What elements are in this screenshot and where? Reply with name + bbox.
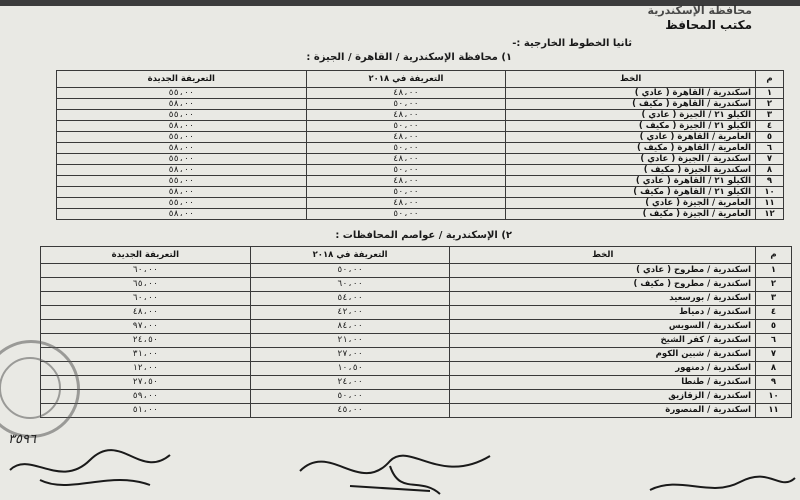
row-number: ٨: [756, 362, 792, 376]
row-number: ٣: [756, 110, 784, 121]
fare-new: ٥٨،٠٠: [57, 165, 307, 176]
fare-new: ٥٨،٠٠: [57, 143, 307, 154]
table-body: [41, 264, 792, 418]
section1-heading: ثانيا الخطوط الخارجية :-: [512, 38, 632, 49]
table-row: [57, 110, 784, 121]
fare-new: ٢٤،٥٠: [41, 334, 251, 348]
fare-2018: ٤٨،٠٠: [306, 132, 506, 143]
fare-new: ٥٨،٠٠: [57, 99, 307, 110]
route-name: اسكندرية / طنطا: [450, 376, 756, 390]
section2-subheading: ٢) الإسكندرية / عواصم المحافظات :: [335, 230, 512, 241]
route-name: اسكندرية / الجيزة ( عادي ): [506, 154, 756, 165]
route-name: الكيلو ٢١ / القاهرة ( مكيف ): [506, 187, 756, 198]
row-number: ٨: [756, 165, 784, 176]
table-row: [57, 88, 784, 99]
route-name: اسكندرية / مطروح ( مكيف ): [450, 278, 756, 292]
row-number: ٦: [756, 143, 784, 154]
row-number: ٥: [756, 132, 784, 143]
fare-2018: ٥٠،٠٠: [250, 264, 450, 278]
table-row: [41, 348, 792, 362]
row-number: ٣: [756, 292, 792, 306]
route-name: اسكندرية / بورسعيد: [450, 292, 756, 306]
table-row: [41, 390, 792, 404]
fare-new: ٥٥،٠٠: [57, 132, 307, 143]
table-row: [41, 334, 792, 348]
route-name: اسكندرية / المنصورة: [450, 404, 756, 418]
table-row: [41, 362, 792, 376]
table-row: [57, 143, 784, 154]
fare-new: ٤٨،٠٠: [41, 306, 251, 320]
fare-2018: ٤٨،٠٠: [306, 154, 506, 165]
col-header-fare-new: التعريفة الجديدة: [57, 71, 307, 88]
row-number: ٥: [756, 320, 792, 334]
row-number: ١: [756, 88, 784, 99]
fare-2018: ٨٤،٠٠: [250, 320, 450, 334]
row-number: ٤: [756, 306, 792, 320]
table-row: [57, 198, 784, 209]
section1-subheading: ١) محافظة الإسكندرية / القاهرة / الجيزة :: [306, 52, 512, 63]
fare-2018: ٤٨،٠٠: [306, 110, 506, 121]
fare-2018: ٥٠،٠٠: [306, 99, 506, 110]
fare-2018: ٦٠،٠٠: [250, 278, 450, 292]
fare-new: ٥٩،٠٠: [41, 390, 251, 404]
route-name: اسكندرية / دمنهور: [450, 362, 756, 376]
row-number: ٦: [756, 334, 792, 348]
route-name: اسكندرية / شبين الكوم: [450, 348, 756, 362]
route-name: اسكندرية / القاهرة ( عادي ): [506, 88, 756, 99]
table-row: [57, 165, 784, 176]
fare-table-cairo-giza: [56, 70, 784, 220]
fare-2018: ٥٠،٠٠: [250, 390, 450, 404]
fare-new: ٥٥،٠٠: [57, 88, 307, 99]
route-name: العامرية / القاهرة ( عادي ): [506, 132, 756, 143]
seal-inner-ring: [0, 357, 61, 419]
fare-2018: ٢١،٠٠: [250, 334, 450, 348]
table-row: [57, 154, 784, 165]
route-name: الكيلو ٢١ / الجيزة ( مكيف ): [506, 121, 756, 132]
table-row: [57, 187, 784, 198]
fare-2018: ٥٠،٠٠: [306, 187, 506, 198]
signature-middle: [290, 436, 510, 500]
fare-2018: ٢٧،٠٠: [250, 348, 450, 362]
row-number: ٢: [756, 99, 784, 110]
row-number: ١: [756, 264, 792, 278]
route-name: العامرية / القاهرة ( مكيف ): [506, 143, 756, 154]
fare-2018: ٥٠،٠٠: [306, 209, 506, 220]
route-name: اسكندرية / السويس: [450, 320, 756, 334]
row-number: ٩: [756, 376, 792, 390]
fare-new: ١٢،٠٠: [41, 362, 251, 376]
fare-new: ٦٥،٠٠: [41, 278, 251, 292]
row-number: ١١: [756, 198, 784, 209]
fare-2018: ٥٤،٠٠: [250, 292, 450, 306]
route-name: اسكندرية الجيزة ( مكيف ): [506, 165, 756, 176]
fare-new: ٥٥،٠٠: [57, 154, 307, 165]
route-name: العامرية / الجيزة ( مكيف ): [506, 209, 756, 220]
fare-2018: ٥٠،٠٠: [306, 143, 506, 154]
table-row: [41, 292, 792, 306]
office-title: مكتب المحافظ: [665, 18, 752, 32]
row-number: ٤: [756, 121, 784, 132]
fare-new: ٥٥،٠٠: [57, 176, 307, 187]
route-name: اسكندرية / مطروح ( عادي ): [450, 264, 756, 278]
table-header-row: [41, 247, 792, 264]
fare-2018: ٤٢،٠٠: [250, 306, 450, 320]
fare-2018: ٥٠،٠٠: [306, 121, 506, 132]
table-body: [57, 88, 784, 220]
table-row: [41, 264, 792, 278]
table-row: [41, 278, 792, 292]
col-header-fare-2018: التعريفة في ٢٠١٨: [306, 71, 506, 88]
row-number: ١٠: [756, 390, 792, 404]
fare-new: ٥٨،٠٠: [57, 209, 307, 220]
fare-new: ٥٥،٠٠: [57, 110, 307, 121]
fare-2018: ٤٨،٠٠: [306, 88, 506, 99]
table-row: [57, 209, 784, 220]
document-header: [648, 4, 752, 33]
row-number: ٧: [756, 154, 784, 165]
row-number: ١٠: [756, 187, 784, 198]
route-name: الكيلو ٢١ / القاهرة ( عادي ): [506, 176, 756, 187]
route-name: العامرية / الجيزة ( عادي ): [506, 198, 756, 209]
table-row: [57, 132, 784, 143]
fare-new: ٥٨،٠٠: [57, 121, 307, 132]
fare-new: ٦٠،٠٠: [41, 264, 251, 278]
fare-2018: ٤٨،٠٠: [306, 176, 506, 187]
row-number: ٩: [756, 176, 784, 187]
row-number: ١١: [756, 404, 792, 418]
col-header-fare-new: التعريفة الجديدة: [41, 247, 251, 264]
row-number: ٧: [756, 348, 792, 362]
table-row: [41, 320, 792, 334]
table-row: [57, 99, 784, 110]
col-header-num: م: [756, 71, 784, 88]
row-number: ١٢: [756, 209, 784, 220]
col-header-line: الخط: [506, 71, 756, 88]
governorate-title: محافظة الإسكندرية: [647, 4, 752, 17]
fare-table-governorate-capitals: [40, 246, 792, 418]
fare-new: ٥١،٠٠: [41, 404, 251, 418]
table-header-row: [57, 71, 784, 88]
table-row: [57, 176, 784, 187]
stamp-number: ٣٥٩٦: [8, 432, 36, 447]
table-row: [41, 306, 792, 320]
fare-new: ٦٠،٠٠: [41, 292, 251, 306]
table-row: [41, 376, 792, 390]
row-number: ٢: [756, 278, 792, 292]
route-name: اسكندرية / الزقازيق: [450, 390, 756, 404]
fare-2018: ٤٥،٠٠: [250, 404, 450, 418]
route-name: اسكندرية / دمياط: [450, 306, 756, 320]
fare-2018: ٤٨،٠٠: [306, 198, 506, 209]
route-name: اسكندرية / كفر الشيخ: [450, 334, 756, 348]
fare-2018: ١٠،٥٠: [250, 362, 450, 376]
col-header-num: م: [756, 247, 792, 264]
fare-new: ٥٥،٠٠: [57, 198, 307, 209]
fare-2018: ٢٤،٠٠: [250, 376, 450, 390]
fare-new: ٣١،٠٠: [41, 348, 251, 362]
signature-right: [640, 470, 800, 500]
fare-2018: ٥٠،٠٠: [306, 165, 506, 176]
signature-left: [0, 440, 200, 500]
route-name: اسكندرية / القاهرة ( مكيف ): [506, 99, 756, 110]
fare-new: ٥٨،٠٠: [57, 187, 307, 198]
route-name: الكيلو ٢١ / الجيزة ( عادي ): [506, 110, 756, 121]
table-row: [57, 121, 784, 132]
col-header-fare-2018: التعريفة في ٢٠١٨: [250, 247, 450, 264]
fare-new: ٩٧،٠٠: [41, 320, 251, 334]
table-row: [41, 404, 792, 418]
fare-new: ٢٧،٥٠: [41, 376, 251, 390]
col-header-line: الخط: [450, 247, 756, 264]
